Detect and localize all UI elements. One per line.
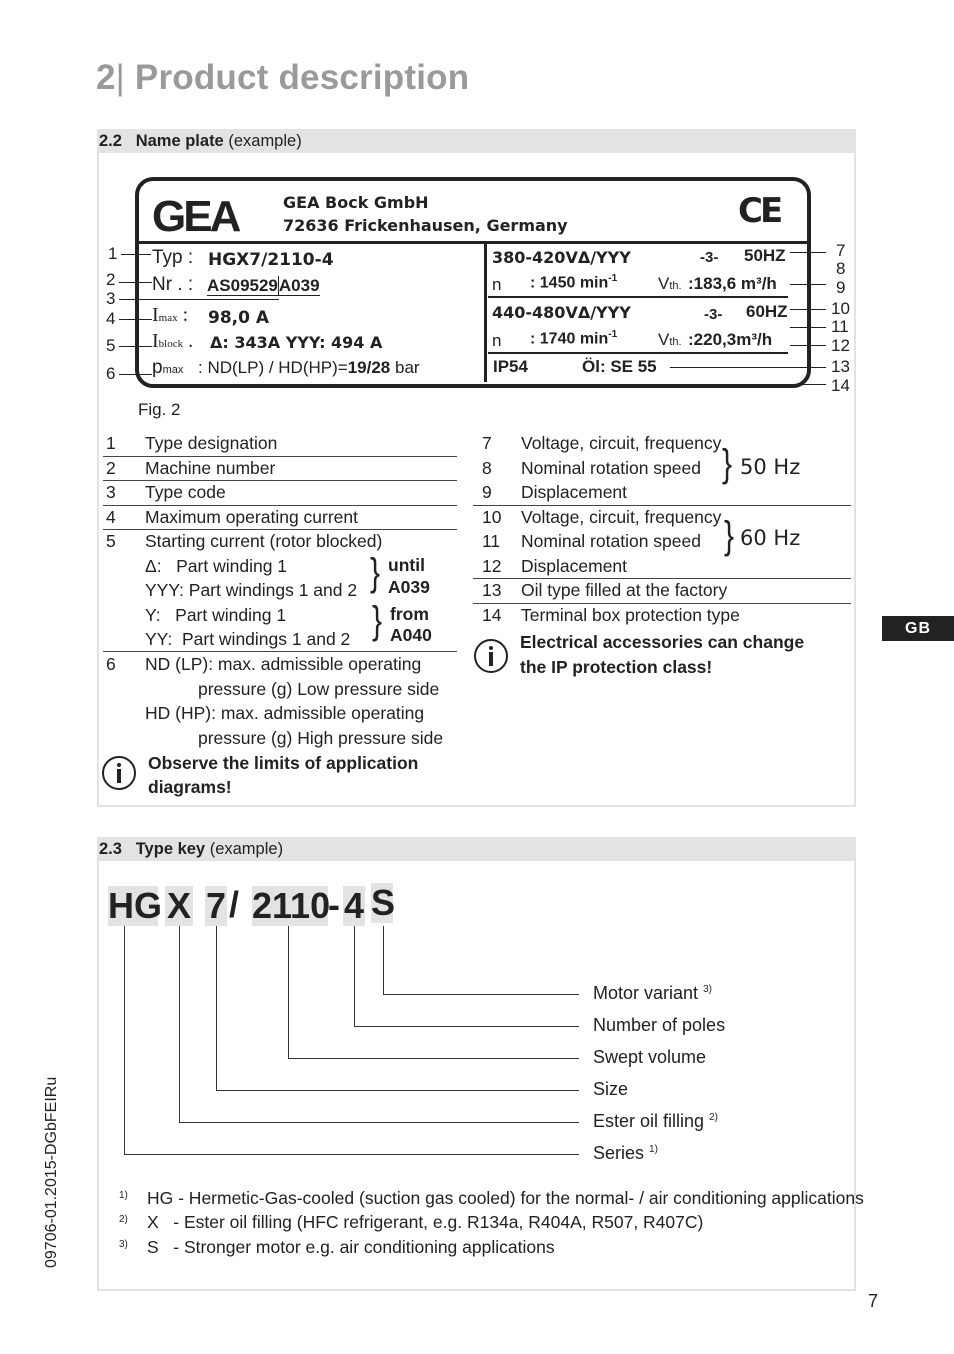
legend-sub-yyy: YYY: Part windings 1 and 2 [145,580,358,600]
pmax-text: : ND(LP) / HD(HP)= [198,358,348,377]
section-header-type-key [97,837,856,861]
connector [216,926,217,1090]
pmax-unit: bar [390,358,420,377]
info-icon [102,756,136,790]
legend-text: Displacement [521,482,628,502]
r2-displacement: :183,6 m³/h [688,274,777,293]
label-number-of-poles: Number of poles [593,1015,726,1035]
plate-divider [139,241,807,244]
pmax-label [152,357,183,379]
heading-separator: | [115,58,125,97]
label-text: Motor variant [593,983,699,1003]
callout-line [119,299,279,300]
until-label: until [388,555,425,575]
info-icon [474,639,508,673]
callout-line [790,309,826,310]
legend-text: Displacement [521,556,628,576]
connector [216,1090,579,1091]
key-poles: 4 [343,885,365,926]
callout-line [119,346,152,347]
note-text: Observe the limits of application [148,753,419,773]
r3-phase: -3- [704,306,723,323]
nr-value-code: A039 [278,276,320,295]
iblock-subscript: block [158,338,184,350]
legend-text: Maximum operating current [145,507,358,527]
from-code: A040 [390,625,432,645]
nr-value-prefix: AS09529 [207,276,278,295]
r1-voltage: 380-420VΔ/YYY [492,248,631,267]
section-suffix: (example) [228,132,302,150]
section-suffix: (example) [209,840,284,858]
legend-text: pressure (g) High pressure side [198,728,444,748]
connector [354,926,355,1026]
gea-logo [150,193,278,235]
callout-8: 8 [836,259,846,278]
legend-text: Voltage, circuit, frequency [521,433,722,453]
pmax-symbol: p [152,357,163,378]
r2-speed [530,273,617,292]
language-tab-gb: GB [882,616,954,641]
legend-text: Starting current (rotor blocked) [145,531,383,551]
pmax-value [198,358,420,378]
iblock-label: Iblock . [152,330,194,352]
ce-mark: CE [738,191,781,231]
label-ester-oil [593,1111,718,1132]
callout-10: 10 [831,299,850,318]
until-code: A039 [388,577,430,597]
connector [124,926,125,1154]
footnote-ref: 1) [649,1144,658,1155]
callout-line [670,367,826,368]
legend-sub-delta: Δ: Part winding 1 [145,556,288,576]
heading-number: 2 [96,58,116,97]
section-number: 2.2 [99,132,122,150]
imax-label: Imax : [152,304,189,326]
r4-vth [658,330,682,350]
legend-sub-y: Y: Part winding 1 [145,605,287,625]
legend-text: Nominal rotation speed [521,458,701,478]
legend-num: 2 [106,458,116,478]
callout-7: 7 [836,241,846,260]
footnote-ref: 2) [709,1112,718,1123]
r4-speed [530,329,617,348]
brace: } [724,514,735,558]
connector [124,1154,579,1155]
legend-num: 10 [482,507,502,527]
from-label: from [390,604,429,624]
note-text: Electrical accessories can change [520,632,805,652]
legend-num: 6 [106,654,116,674]
freq-50hz: 50 Hz [740,455,801,479]
r2-n: n [492,275,502,294]
heading-title: Product description [134,58,470,97]
legend-num: 11 [482,531,501,551]
plate-vertical-divider [484,244,487,382]
brace: } [370,551,381,595]
oil-type: Öl: SE 55 [582,357,657,376]
r3-voltage: 440-480VΔ/YYY [492,303,631,322]
footnote-text: HG - Hermetic-Gas-cooled (suction gas cooled) for the normal- / air conditioning applications [147,1188,864,1208]
connector [354,1026,579,1027]
callout-2: 2 [106,270,116,289]
plate-row-line [488,296,788,298]
footnote-text: X - Ester oil filling (HFC refrigerant, e.g. R134a, R404A, R507, R407C) [147,1212,704,1232]
callout-line [119,374,152,375]
r2-vth-symbol: V [658,274,670,293]
r2-vth [658,274,682,294]
legend-num: 14 [482,605,502,625]
logo-text: GEA [152,193,239,235]
r4-n: n [492,331,502,350]
legend-num: 5 [106,531,116,551]
r3-frequency: 60HZ [746,302,788,321]
key-slash: / [229,884,240,925]
callout-line [790,345,826,346]
connector [288,926,289,1058]
key-motor: S [371,882,396,923]
label-text: Series [593,1143,645,1163]
brace: } [372,599,383,643]
nr-value [207,276,320,296]
r2-vth-sub: th. [669,280,682,292]
connector [288,1058,579,1059]
r2-speed-text: : 1450 min [530,274,609,292]
callout-line [790,252,826,253]
callout-5: 5 [106,336,116,355]
r1-frequency: 50HZ [744,246,786,265]
r4-speed-text: : 1740 min [530,330,609,348]
callout-4: 4 [106,309,116,328]
legend-num: 3 [106,482,116,502]
callout-line [796,384,826,385]
typ-label: Typ : [152,247,194,268]
section-number: 2.3 [99,840,122,858]
legend-num: 9 [482,482,492,502]
legend-text: Oil type filled at the factory [521,580,728,600]
callout-14: 14 [831,376,850,395]
callout-line [121,254,151,255]
imax-symbol: I [152,304,159,326]
r1-phase: -3- [700,249,719,266]
callout-3: 3 [106,289,116,308]
key-dash: - [328,884,340,925]
callout-line [119,319,152,320]
callout-6: 6 [106,364,116,383]
pmax-bold: 19/28 [347,358,391,377]
key-ester: X [166,885,191,926]
note-text: diagrams! [148,777,232,797]
label-size: Size [593,1079,629,1099]
ip-rating: IP54 [493,357,528,376]
iblock-symbol: I [152,330,159,352]
r4-vth-sub: th. [669,336,682,348]
legend-text: Nominal rotation speed [521,531,701,551]
footnote-text: S - Stronger motor e.g. air conditioning applications [147,1237,555,1257]
imax-subscript: max [158,312,178,324]
section-title: Name plate [135,132,224,150]
legend-num: 4 [106,507,116,527]
label-text: Ester oil filling [593,1111,705,1131]
connector [179,1122,579,1123]
legend-text: HD (HP): max. admissible operating [145,703,425,723]
key-size: 7 [205,885,227,926]
freq-60hz: 60 Hz [740,526,801,550]
footnote-mark: 1) [119,1190,128,1201]
legend-num: 1 [106,433,116,453]
callout-9: 9 [836,278,846,297]
footnote-ref: 3) [703,984,712,995]
nr-label: Nr . : [152,274,194,295]
company-name: GEA Bock GmbH [283,193,429,212]
legend-num: 7 [482,433,492,453]
connector [179,926,180,1122]
callout-line [790,284,826,285]
legend-num: 12 [482,556,502,576]
key-volume: 2110 [252,885,331,926]
company-address: 72636 Frickenhausen, Germany [283,216,568,235]
callout-line [790,327,826,328]
r2-speed-exp: -1 [608,273,618,284]
label-swept-volume: Swept volume [593,1047,707,1067]
legend-text: Machine number [145,458,276,478]
legend-text: pressure (g) Low pressure side [198,679,440,699]
plate-row-line [488,352,788,354]
footnote-mark: 2) [119,1214,128,1225]
footnote-mark: 3) [119,1239,128,1250]
legend-num: 8 [482,458,492,478]
r4-displacement: :220,3m³/h [688,330,773,349]
legend-num: 13 [482,580,502,600]
legend-text: Type code [145,482,226,502]
pmax-subscript: max [162,364,184,376]
section-header-name-plate [97,129,856,153]
callout-12: 12 [831,336,850,355]
label-motor-variant [593,983,712,1004]
r4-vth-symbol: V [658,330,670,349]
key-series: HG [108,885,162,926]
legend-text: Terminal box protection type [521,605,740,625]
callout-11: 11 [831,317,849,336]
connector [383,994,579,995]
legend-text: Type designation [145,433,278,453]
connector [383,926,384,994]
document-id: 09706-01.2015-DGbFEIRu [43,1076,60,1268]
legend-text: ND (LP): max. admissible operating [145,654,422,674]
legend-sub-yy: YY: Part windings 1 and 2 [145,629,351,649]
callout-line [119,282,152,283]
legend-text: Voltage, circuit, frequency [521,507,722,527]
brace: } [722,442,733,486]
page-number: 7 [868,1291,879,1311]
label-series [593,1143,658,1164]
imax-value: 98,0 A [208,308,270,328]
r4-speed-exp: -1 [608,329,618,340]
section-title: Type key [135,840,206,858]
figure-label: Fig. 2 [138,400,181,419]
page-heading [96,58,469,98]
typ-value: HGX7/2110-4 [208,250,334,270]
callout-13: 13 [831,357,850,376]
iblock-value: Δ: 343A YYY: 494 A [210,333,383,352]
note-text: the IP protection class! [520,657,713,677]
callout-1: 1 [108,244,118,263]
